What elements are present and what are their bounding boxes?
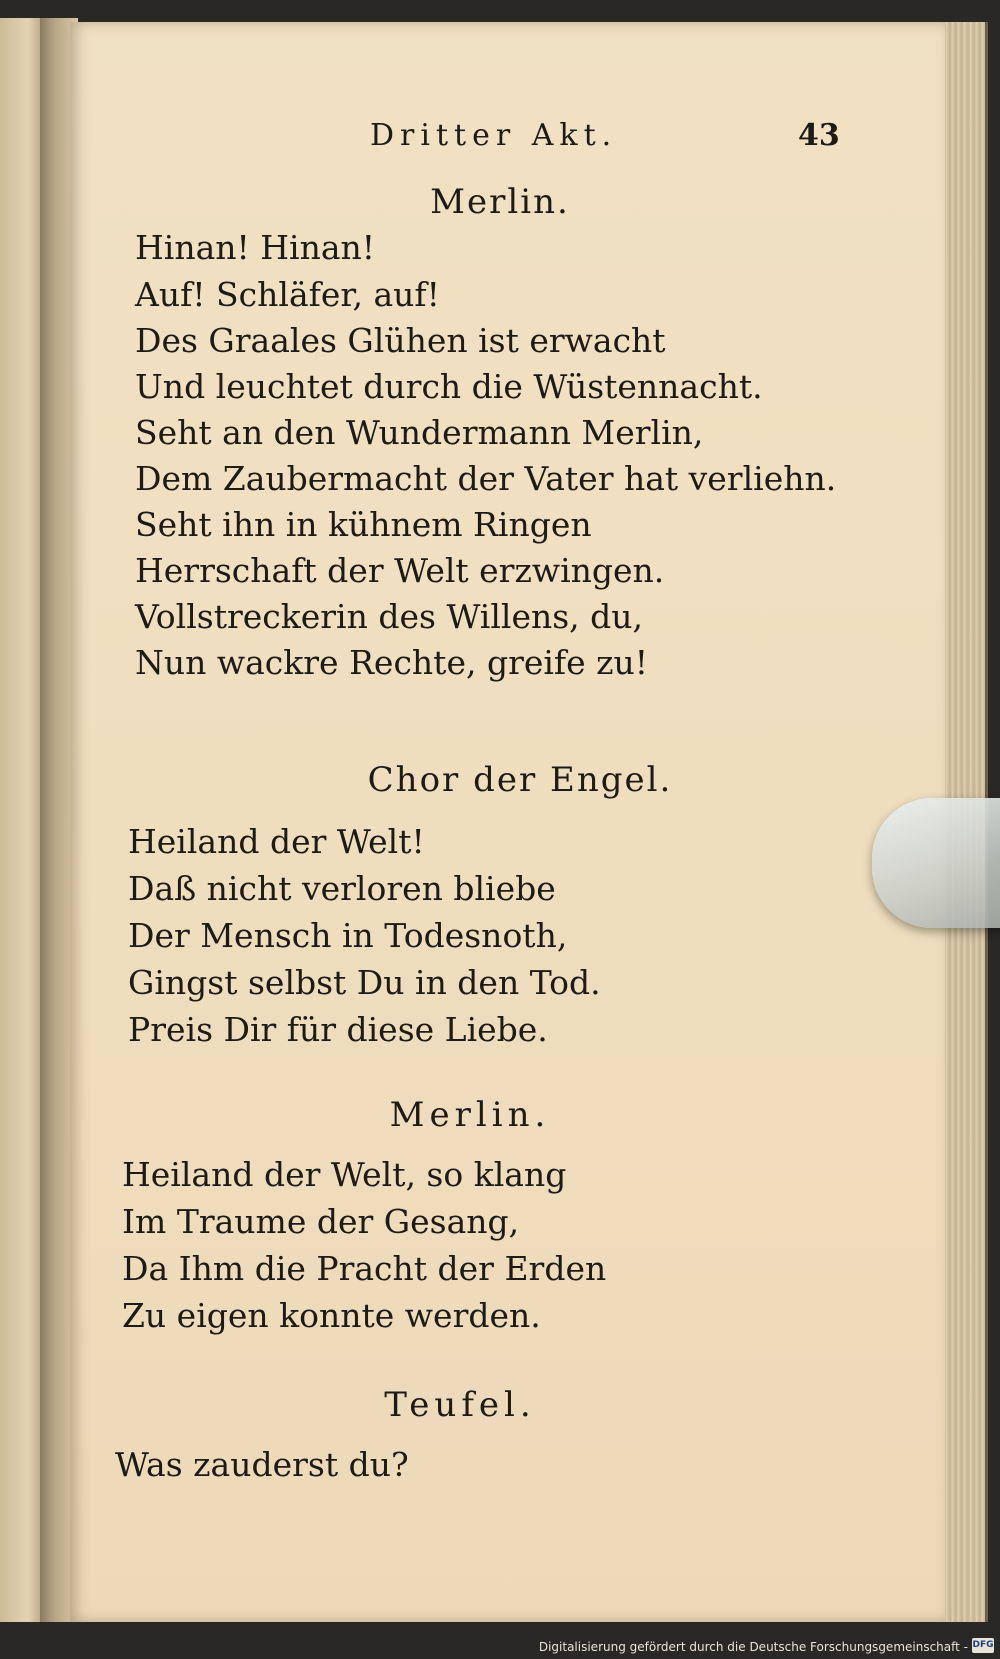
running-title: Dritter Akt.	[370, 118, 618, 153]
dfg-logo: DFG	[972, 1638, 994, 1653]
verse-line: Zu eigen konnte werden.	[122, 1296, 541, 1335]
verse-line: Hinan! Hinan!	[135, 228, 376, 267]
verse-line: Nun wackre Rechte, greife zu!	[135, 643, 649, 682]
speaker-heading: Teufel.	[384, 1385, 536, 1425]
facing-page-edge	[0, 18, 40, 1623]
verse-line: Gingst selbst Du in den Tod.	[128, 963, 601, 1002]
verse-line: Heiland der Welt, so klang	[122, 1155, 567, 1194]
verse-line: Herrschaft der Welt erzwingen.	[135, 551, 665, 590]
digitization-credit: Digitalisierung gefördert durch die Deutsche Forschungsgemeinschaft -	[538, 1640, 968, 1654]
verse-line: Dem Zaubermacht der Vater hat verliehn.	[135, 459, 837, 498]
verse-line: Vollstreckerin des Willens, du,	[135, 597, 644, 636]
verse-line: Da Ihm die Pracht der Erden	[122, 1249, 607, 1288]
verse-line: Der Mensch in Todesnoth,	[128, 916, 568, 955]
speaker-heading: Chor der Engel.	[367, 760, 673, 800]
verse-line: Preis Dir für diese Liebe.	[128, 1010, 548, 1049]
verse-line: Des Graales Glühen ist erwacht	[135, 321, 666, 360]
running-header	[0, 118, 1000, 168]
speaker-heading: Merlin.	[430, 182, 570, 222]
verse-line: Was zauderst du?	[115, 1445, 409, 1484]
verse-line: Heiland der Welt!	[128, 822, 425, 861]
verse-line: Auf! Schläfer, auf!	[135, 275, 440, 314]
page-clip	[872, 798, 1000, 928]
verse-line: Seht ihn in kühnem Ringen	[135, 505, 592, 544]
verse-line: Im Traume der Gesang,	[122, 1202, 520, 1241]
speaker-heading: Merlin.	[389, 1095, 551, 1135]
verse-line: Seht an den Wundermann Merlin,	[135, 413, 704, 452]
verse-line: Und leuchtet durch die Wüstennacht.	[135, 367, 763, 406]
verse-line: Daß nicht verloren bliebe	[128, 869, 556, 908]
page-number: 43	[798, 118, 840, 153]
